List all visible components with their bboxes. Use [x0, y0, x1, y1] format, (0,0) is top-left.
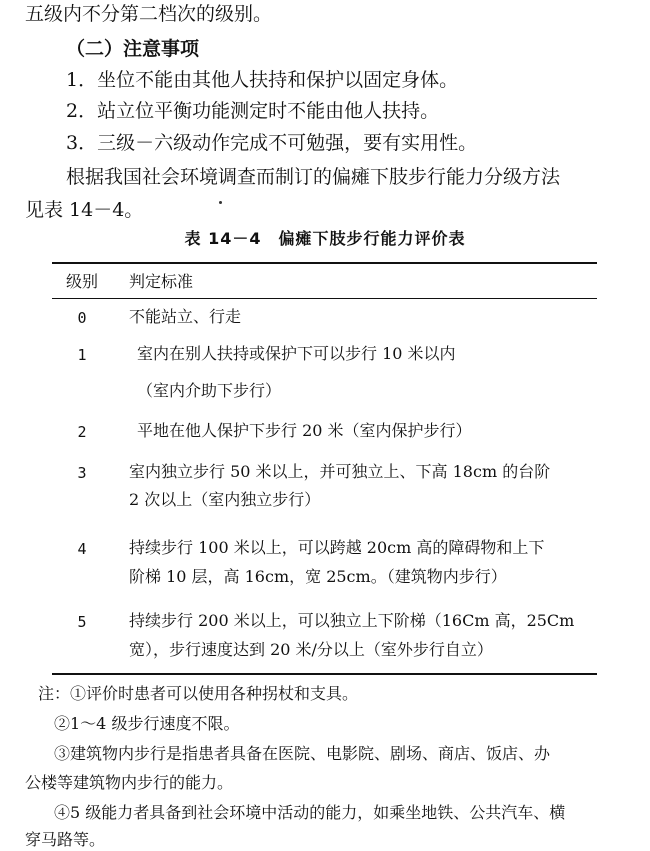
note-item-2: 2．站立位平衡功能测定时不能由他人扶持。 — [66, 100, 440, 122]
footnote-1: 注：①评价时患者可以使用各种拐杖和支具。 — [38, 684, 359, 703]
table-header-level: 级别 — [66, 272, 99, 291]
table-top-rule — [52, 262, 597, 264]
table-row-level: 0 — [77, 309, 87, 327]
footnote-3: ③建筑物内步行是指患者具备在医院、电影院、剧场、商店、饭店、办 — [54, 744, 551, 763]
table-row-level: 5 — [77, 613, 87, 631]
table-row-criteria: 不能站立、行走 — [129, 307, 242, 326]
table-row-level: 1 — [77, 346, 87, 364]
footnote-4: ④5 级能力者具备到社会环境中活动的能力，如乘坐地铁、公共汽车、横 — [54, 803, 566, 822]
table-row-criteria: 宽），步行速度达到 20 米/分以上（室外步行自立） — [129, 640, 493, 659]
table-row-level: 3 — [77, 464, 87, 482]
table-row-criteria: 阶梯 10 层，高 16cm，宽 25cm。（建筑物内步行） — [129, 567, 507, 586]
table-row-level: 4 — [77, 540, 87, 558]
stray-dot — [219, 201, 222, 204]
table-header-criteria: 判定标准 — [129, 272, 194, 291]
table-row-criteria: 2 次以上（室内独立步行） — [129, 490, 321, 509]
footnote-4-continued: 穿马路等。 — [25, 830, 106, 849]
table-row-criteria: （室内介助下步行） — [137, 381, 282, 400]
footnote-3-continued: 公楼等建筑物内步行的能力。 — [25, 773, 234, 792]
paragraph-line-1: 根据我国社会环境调查而制订的偏瘫下肢步行能力分级方法 — [66, 166, 561, 188]
table-row-criteria: 持续步行 200 米以上，可以独立上下阶梯（16Cm 高，25Cm — [129, 611, 575, 630]
table-row-criteria: 室内独立步行 50 米以上，并可独立上、下高 18cm 的台阶 — [129, 462, 551, 481]
table-row-criteria: 持续步行 100 米以上，可以跨越 20cm 高的障碍物和上下 — [129, 538, 545, 557]
paragraph-line-2: 见表 14－4。 — [25, 199, 144, 221]
table-bottom-rule — [52, 673, 597, 675]
note-item-3: 3．三级－六级动作完成不可勉强，要有实用性。 — [66, 132, 478, 154]
note-item-1: 1．坐位不能由其他人扶持和保护以固定身体。 — [66, 69, 459, 91]
table-row-level: 2 — [77, 423, 87, 441]
table-header-rule — [52, 298, 597, 299]
table-row-criteria: 室内在别人扶持或保护下可以步行 10 米以内 — [137, 344, 456, 363]
intro-tail-text: 五级内不分第二档次的级别。 — [25, 3, 273, 25]
section-heading: （二）注意事项 — [66, 38, 200, 60]
table-caption: 表 14－4 偏瘫下肢步行能力评价表 — [184, 229, 466, 248]
table-row-criteria: 平地在他人保护下步行 20 米（室内保护步行） — [137, 421, 472, 440]
footnote-2: ②1～4 级步行速度不限。 — [54, 714, 240, 733]
